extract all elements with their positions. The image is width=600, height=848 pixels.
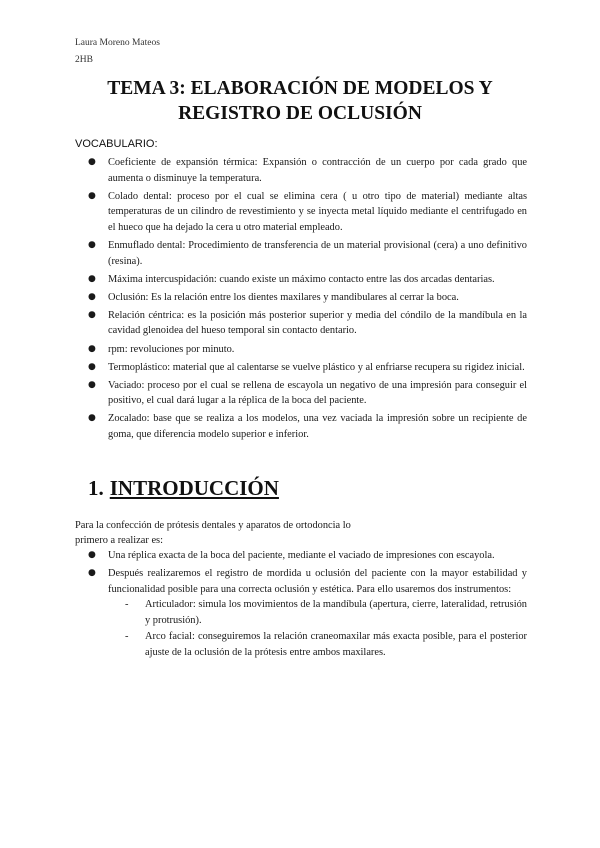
group-label: 2HB <box>75 55 93 65</box>
sub-list-item-text: Arco facial: conseguiremos la relación craneomaxilar más exacta posible, para el posterior ajuste de la oclusión de la prótesis entre ambos maxilares. <box>145 631 527 659</box>
list-item <box>75 189 527 236</box>
list-item-text: Termoplástico: material que al calentarse se vuelve plástico y al enfriarse recupera su rigidez inicial. <box>108 361 525 373</box>
list-item <box>75 411 527 442</box>
list-item-text: Máxima intercuspidación: cuando existe un máximo contacto entre las dos arcadas dentarias. <box>108 273 495 285</box>
bullet-icon: ● <box>88 273 96 284</box>
list-item-text: Enmuflado dental: Procedimiento de transferencia de un material provisional (cera) a uno definitivo (resina). <box>108 239 527 267</box>
section-title: INTRODUCCIÓN <box>109 476 279 500</box>
dash-icon: - <box>125 599 129 611</box>
list-item-text: Colado dental: proceso por el cual se elimina cera ( u otro tipo de material) mediante altas temperaturas de un cilindro de revestimiento y se inyecta metal líquido mediante el centrifugado en el hueco que ha dejado la cera u otro material empleado. <box>108 190 527 233</box>
bullet-icon: ● <box>88 291 96 302</box>
bullet-icon: ● <box>88 550 96 560</box>
list-item <box>75 290 527 306</box>
bullet-icon: ● <box>88 309 96 320</box>
bullet-icon: ● <box>88 190 96 201</box>
list-item-text: Relación céntrica: es la posición más posterior superior y media del cóndilo de la mandíbula en la cavidad glenoidea del hueso temporal sin contacto dentario. <box>108 309 527 337</box>
list-item <box>75 342 527 358</box>
bullet-icon: ● <box>88 361 96 372</box>
bullet-icon: ● <box>88 343 96 354</box>
list-item <box>75 308 527 339</box>
bullet-icon: ● <box>88 157 96 167</box>
list-item-text: Vaciado: proceso por el cual se rellena de escayola un negativo de una impresión para conseguir el positivo, el cual dará lugar a la réplica de la boca del paciente. <box>108 379 527 407</box>
title-line-1: TEMA 3: ELABORACIÓN DE MODELOS Y <box>107 78 493 99</box>
list-item <box>75 566 527 661</box>
sub-list-item <box>108 597 527 628</box>
list-item-text: Una réplica exacta de la boca del paciente, mediante el vaciado de impresiones con escayola. <box>108 550 495 561</box>
sub-list-item-text: Articulador: simula los movimientos de la mandíbula (apertura, cierre, lateralidad, retrusión y protrusión). <box>145 599 527 626</box>
bullet-icon: ● <box>88 379 96 390</box>
bullet-icon: ● <box>88 413 96 424</box>
title-line-2: REGISTRO DE OCLUSIÓN <box>178 103 422 124</box>
author-name: Laura Moreno Mateos <box>75 38 160 48</box>
list-item-text: Después realizaremos el registro de mordida u oclusión del paciente con la mayor estabilidad y funcionalidad posible para una correcta oclusión y estética. Para ello usaremos dos instrumentos: <box>108 568 527 595</box>
bullet-icon: ● <box>88 239 96 250</box>
section-number: 1. <box>88 476 104 500</box>
instrument-sublist <box>108 597 527 660</box>
section-heading-introduccion <box>88 476 279 501</box>
list-item-text: rpm: revoluciones por minuto. <box>108 343 235 355</box>
list-item <box>75 548 527 564</box>
dash-icon: - <box>125 631 129 643</box>
list-item-text: Zocalado: base que se realiza a los modelos, una vez vaciada la impresión sobre un recipiente de goma, que diferencia modelo superior e inferior. <box>108 413 527 440</box>
list-item-text: Oclusión: Es la relación entre los dientes maxilares y mandibulares al cerrar la boca. <box>108 291 459 303</box>
list-item <box>75 272 527 288</box>
sub-list-item <box>108 629 527 660</box>
list-item <box>75 378 527 409</box>
list-item <box>75 155 527 186</box>
intro-paragraph-line-1: Para la confección de prótesis dentales y aparatos de ortodoncia lo <box>75 520 351 531</box>
list-item <box>75 360 527 376</box>
page-title <box>40 76 560 126</box>
vocabulary-heading: VOCABULARIO: <box>75 138 158 150</box>
bullet-icon: ● <box>88 568 96 579</box>
list-item <box>75 238 527 269</box>
intro-list <box>75 548 527 663</box>
intro-paragraph-line-2: primero a realizar es: <box>75 535 163 546</box>
vocabulary-list <box>75 155 527 445</box>
list-item-text: Coeficiente de expansión térmica: Expansión o contracción de un cuerpo por cada grado que aumenta o disminuye la temperatura. <box>108 157 527 184</box>
